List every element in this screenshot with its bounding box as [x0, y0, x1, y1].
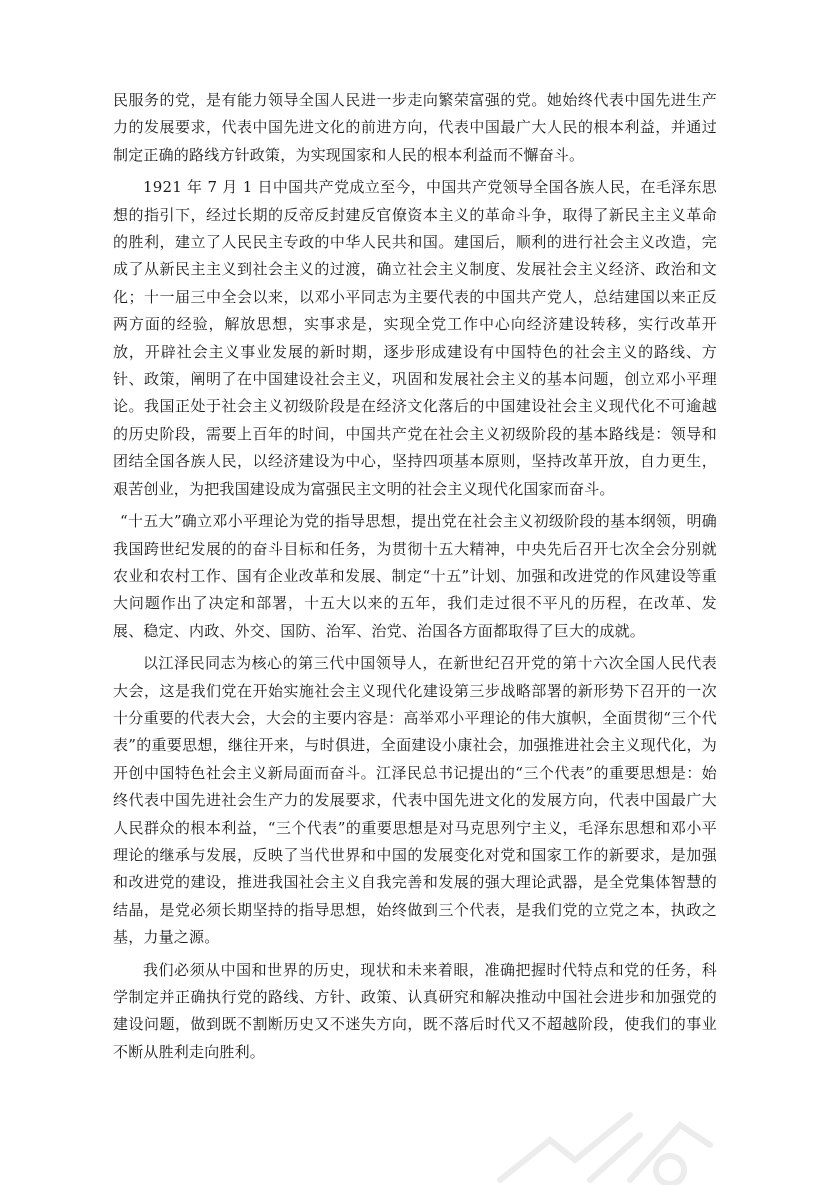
paragraph-continuation: 民服务的党，是有能力领导全国人民进一步走向繁荣富强的党。她始终代表中国先进生产力的发展要求，代表中国先进文化的前进方向，代表中国最广大人民的根本利益，并通过制定正确的路线方针政策，为实现国家和人民的根本利益而不懈奋斗。 — [113, 91, 717, 164]
paragraph-fifteenth-congress: “十五大”确立邓小平理论为党的指导思想，提出党在社会主义初级阶段的基本纲领，明确我国跨世纪发展的的奋斗目标和任务，为贯彻十五大精神，中央先后召开七次全会分别就农业和农村工作、国有企业改革和发展、制定“十五”计划、加强和改进党的作风建设等重大问题作出了决定和部署，十五大以来的五年，我们走过很不平凡的历程，在改革、发展、稳定、内政、外交、国防、治军、治党、治国各方面都取得了巨大的成就。 — [113, 512, 717, 640]
watermark-graphic — [480, 1085, 720, 1185]
paragraph-party-history: 1921 年 7 月 1 日中国共产党成立至今，中国共产党领导全国各族人民，在毛泽东思想的指引下，经过长期的反帝反封建反官僚资本主义的革命斗争，取得了新民主主义革命的胜利，建立了人民民主专政的中华人民共和国。建国后，顺利的进行社会主义改造，完成了从新民主主义到社会主义的过渡，确立社会主义制度、发展社会主义经济、政治和文化；十一届三中全会以来，以邓小平同志为主要代表的中国共产党人，总结建国以来正反两方面的经验，解放思想，实事求是，实现全党工作中心向经济建设转移，实行改革开放，开辟社会主义事业发展的新时期，逐步形成建设有中国特色的社会主义的路线、方针、政策，阐明了在中国建设社会主义，巩固和发展社会主义的基本问题，创立邓小平理论。我国正处于社会主义初级阶段是在经济文化落后的中国建设社会主义现代化不可逾越的历史阶段，需要上百年的时间，中国共产党在社会主义初级阶段的基本路线是：领导和团结全国各族人民，以经济建设为中心，坚持四项基本原则，坚持改革开放，自力更生，艰苦创业，为把我国建设成为富强民主文明的社会主义现代化国家而奋斗。 — [113, 178, 717, 498]
document-body — [113, 87, 717, 1071]
paragraph-conclusion: 我们必须从中国和世界的历史，现状和未来着眼，准确把握时代特点和党的任务，科学制定并正确执行党的路线、方针、政策、认真研究和解决推动中国社会进步和加强党的建设问题，做到既不割断历史又不迷失方向，既不落后时代又不超越阶段，使我们的事业不断从胜利走向胜利。 — [113, 960, 717, 1061]
paragraph-sixteenth-congress: 以江泽民同志为核心的第三代中国领导人，在新世纪召开党的第十六次全国人民代表大会，这是我们党在开始实施社会主义现代化建设第三步战略部署的新形势下召开的一次十分重要的代表大会，大会的主要内容是：高举邓小平理论的伟大旗帜，全面贯彻“三个代表”的重要思想，继往开来，与时俱进，全面建设小康社会，加强推进社会主义现代化，为开创中国特色社会主义新局面而奋斗。江泽民总书记提出的“三个代表”的重要思想是：始终代表中国先进社会生产力的发展要求，代表中国先进文化的发展方向，代表中国最广大人民群众的根本利益，“三个代表”的重要思想是对马克思列宁主义，毛泽东思想和邓小平理论的继承与发展，反映了当代世界和中国的发展变化对党和国家工作的新要求，是加强和改进党的建设，推进我国社会主义自我完善和发展的强大理论武器，是全党集体智慧的结晶，是党必须长期坚持的指导思想，始终做到三个代表，是我们党的立党之本，执政之基，力量之源。 — [113, 654, 717, 947]
